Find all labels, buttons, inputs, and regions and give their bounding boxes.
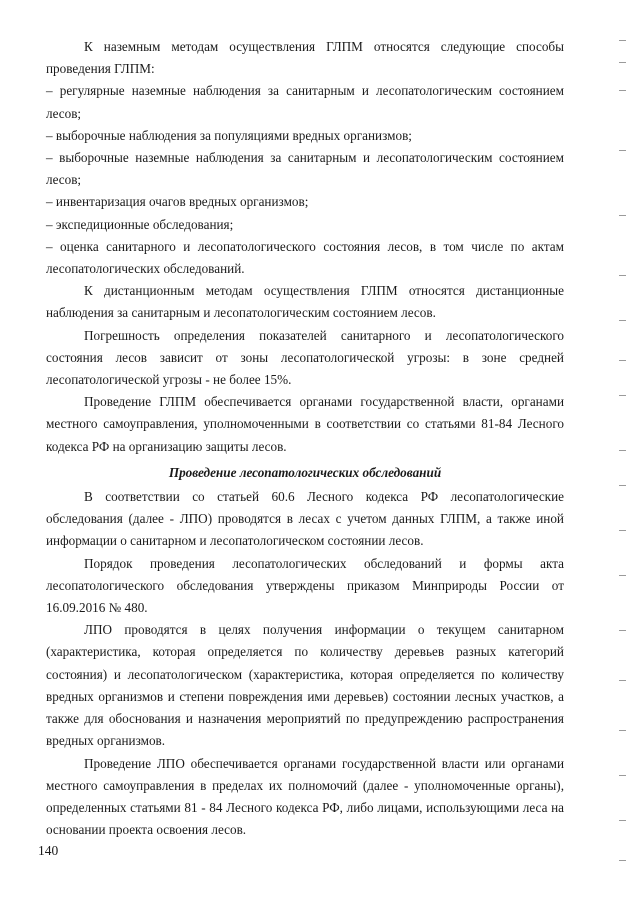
margin-mark: [619, 320, 626, 321]
margin-mark: [619, 820, 626, 821]
body-paragraph: Проведение ГЛПМ обеспечивается органами государственной власти, органами местного самоуправления, уполномоченными в соответствии со статьями 81-84 Лесного кодекса РФ на организацию защиты лесов.: [46, 394, 564, 454]
document-page: [46, 36, 564, 841]
margin-mark: [619, 395, 626, 396]
body-paragraph: В соответствии со статьей 60.6 Лесного кодекса РФ лесопатологические обследования (далее - ЛПО) проводятся в лесах с учетом данных ГЛПМ, а также иной информации о санитарном и лесопатологическом состоянии лесов.: [46, 489, 564, 549]
section-heading: Проведение лесопатологических обследований: [168, 464, 442, 480]
margin-mark: [619, 275, 626, 276]
margin-mark: [619, 530, 626, 531]
margin-mark: [619, 150, 626, 151]
body-paragraph: ЛПО проводятся в целях получения информации о текущем санитарном (характеристика, которая определяется по количеству деревьев разных категорий состояния) и лесопатологическом (характеристика, которая определяется по количеству вредных организмов и степени повреждения ими деревьев) состоянии лесных участков, а также для обоснования и назначения мероприятий по предупреждению распространения вредных организмов.: [46, 622, 564, 749]
margin-mark: [619, 62, 626, 63]
body-paragraph: Погрешность определения показателей санитарного и лесопатологического состояния лесов зависит от зоны лесопатологической угрозы: в зоне средней лесопатологической угрозы - не более 15%.: [46, 327, 564, 388]
body-paragraph: Порядок проведения лесопатологических обследований и формы акта лесопатологического обследования утверждены приказом Минприроды России от 16.09.2016 № 480.: [46, 555, 564, 616]
list-item: – выборочные наблюдения за популяциями вредных организмов;: [46, 127, 412, 143]
list-item: – оценка санитарного и лесопатологического состояния лесов, в том числе по актам лесопатологических обследований.: [46, 238, 564, 277]
margin-mark: [619, 90, 626, 91]
list-item: – экспедиционные обследования;: [46, 216, 234, 232]
margin-mark: [619, 680, 626, 681]
body-paragraph: Проведение ЛПО обеспечивается органами государственной власти или органами местного самоуправления в пределах их полномочий (далее - уполномоченные органы), определенных статьями 81 - 84 Лесного кодекса РФ, либо лицами, использующими леса на основании проекта освоения лесов.: [46, 755, 564, 838]
page-number: 140: [38, 843, 59, 858]
scan-margin-marks: [614, 30, 626, 890]
margin-mark: [619, 40, 626, 41]
margin-mark: [619, 215, 626, 216]
margin-mark: [619, 450, 626, 451]
list-item: – инвентаризация очагов вредных организмов;: [46, 194, 309, 210]
margin-mark: [619, 360, 626, 361]
margin-mark: [619, 485, 626, 486]
body-paragraph: К дистанционным методам осуществления ГЛПМ относятся дистанционные наблюдения за санитарным и лесопатологическим состоянием лесов.: [46, 283, 564, 321]
margin-mark: [619, 730, 626, 731]
margin-mark: [619, 575, 626, 576]
list-item: – выборочные наземные наблюдения за санитарным и лесопатологическим состоянием лесов;: [46, 150, 564, 188]
intro-paragraph: К наземным методам осуществления ГЛПМ относятся следующие способы проведения ГЛПМ:: [46, 39, 564, 77]
margin-mark: [619, 860, 626, 861]
margin-mark: [619, 775, 626, 776]
margin-mark: [619, 630, 626, 631]
list-item: – регулярные наземные наблюдения за санитарным и лесопатологическим состоянием лесов;: [46, 83, 564, 121]
